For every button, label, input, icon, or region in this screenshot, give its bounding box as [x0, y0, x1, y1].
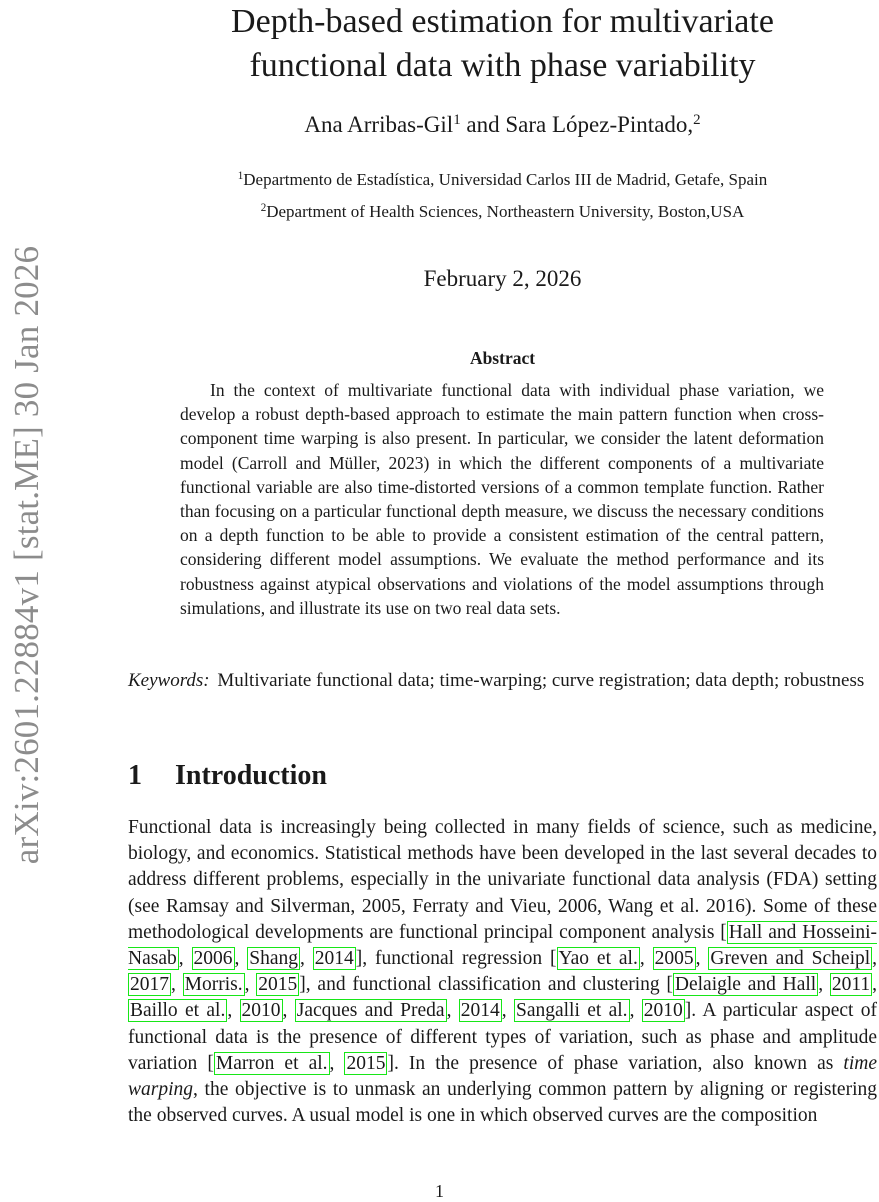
introduction-paragraph — [128, 815, 877, 1129]
section-number: 1 — [128, 760, 142, 791]
keywords — [128, 668, 876, 694]
paper-title — [130, 0, 875, 88]
citation-link[interactable]: Delaigle and Hall — [674, 974, 817, 996]
affiliation-1-text: Departmento de Estadística, Universidad Carlos III de Madrid, Getafe, Spain — [243, 170, 768, 189]
author-1: Ana Arribas-Gil — [304, 112, 454, 137]
citation-link[interactable]: 2010 — [241, 1000, 281, 1022]
citation-link[interactable]: 2010 — [643, 1000, 683, 1022]
intro-text: ], and functional classification and clustering [ — [299, 974, 673, 996]
citation-link[interactable]: 2015 — [258, 974, 298, 996]
intro-text: ]. A particular aspect of functional data is the presence of different types of variation, such as phase and amplitude variation [ — [128, 1000, 878, 1074]
intro-text: Functional data is increasingly being collected in many fields of science, such as medicine, biology, and economics. Statistical methods have been developed in the last several decades to address different problems, especially in the univariate functional data analysis (FDA) setting (see Ramsay and Silverman, 2005, Ferraty and Vieu, 2006, Wang et al. 2016). Some of these methodological developments are functional principal component analysis [ — [128, 817, 877, 943]
author-list — [130, 110, 875, 140]
citation-link[interactable]: 2005 — [654, 948, 694, 970]
intro-text: , the objective is to unmask an underlying common pattern by aligning or registering the observed curves. A usual model is one in which observed curves are the composition — [128, 1079, 877, 1127]
intro-text: , — [818, 974, 830, 996]
intro-text: , — [446, 1000, 459, 1022]
citation-link[interactable]: Sangalli et al. — [515, 1000, 628, 1022]
author-2-affil-mark: 2 — [693, 111, 701, 128]
intro-text: , — [282, 1000, 295, 1022]
citation-link[interactable]: Baillo et al. — [130, 1000, 226, 1022]
arxiv-identifier-stamp — [0, 0, 54, 1200]
title-line-2: functional data with phase variability — [249, 47, 756, 84]
affiliation-2-text: Department of Health Sciences, Northeastern University, Boston,USA — [266, 202, 745, 221]
abstract-heading: Abstract — [469, 348, 536, 368]
abstract-text: In the context of multivariate functional data with individual phase variation, we develop a robust depth-based approach to estimate the main pattern function when cross-component time warping is also present. In particular, we consider the latent deformation model (Carroll and Müller, 2023) in which the different components of a multivariate functional variable are also time-distorted versions of a common template function. Rather than focusing on a particular functional depth measure, we discuss the necessary conditions on a depth function to be able to provide a consistent estimation of the central pattern, considering different model assumptions. We evaluate the method performance and its robustness against atypical observations and violations of the model assumptions through simulations, and illustrate its use on two real data sets. — [180, 380, 824, 618]
intro-text: , — [872, 948, 878, 970]
citation-link[interactable]: Yao et al. — [558, 948, 638, 970]
intro-text: , — [639, 948, 653, 970]
intro-text: , — [227, 1000, 240, 1022]
intro-text: , — [695, 948, 709, 970]
citation-link[interactable]: Morris. — [184, 974, 243, 996]
citation-link[interactable]: 2011 — [831, 974, 871, 996]
intro-text: , — [178, 948, 192, 970]
intro-text: , — [329, 1052, 345, 1074]
intro-text: , — [501, 1000, 514, 1022]
citation-link[interactable]: 2014 — [460, 1000, 500, 1022]
citation-link[interactable]: Greven and Scheipl — [710, 948, 871, 970]
citation-link[interactable]: Shang — [249, 948, 299, 970]
intro-text: ], functional regression [ — [355, 948, 557, 970]
citation-link[interactable]: 2006 — [193, 948, 233, 970]
citation-link[interactable]: 2017 — [130, 974, 169, 996]
affiliation-1 — [130, 168, 875, 192]
keywords-text: Multivariate functional data; time-warping; curve registration; data depth; robustness — [217, 670, 865, 691]
author-1-affil-mark: 1 — [453, 111, 461, 128]
citation-link[interactable]: 2014 — [314, 948, 354, 970]
author-joiner: and — [460, 112, 506, 137]
page-number: 1 — [435, 1181, 444, 1201]
paper-date: February 2, 2026 — [423, 266, 582, 291]
citation-link[interactable]: Jacques and Preda — [296, 1000, 445, 1022]
keywords-label: Keywords: — [128, 670, 210, 691]
intro-text: , — [300, 948, 313, 970]
affiliation-1-mark: 1 — [237, 169, 244, 182]
section-title: Introduction — [175, 760, 327, 791]
title-line-1: Depth-based estimation for multivariate — [231, 3, 774, 40]
affiliation-2 — [130, 200, 875, 224]
intro-text: , — [171, 974, 183, 996]
citation-link[interactable]: Marron et al. — [215, 1052, 328, 1074]
section-heading-introduction — [128, 758, 327, 794]
intro-text: ]. In the presence of phase variation, also known as — [387, 1052, 844, 1074]
intro-text: , — [872, 974, 878, 996]
author-2: Sara López-Pintado, — [505, 112, 694, 137]
citation-link[interactable]: Hall and Hosseini-Nasab — [128, 921, 877, 970]
arxiv-identifier: arXiv:2601.22884v1 [stat.ME] 30 Jan 2026 — [7, 245, 46, 865]
intro-text: , — [629, 1000, 642, 1022]
intro-text: , — [244, 974, 257, 996]
intro-emphasis: time warping — [128, 1052, 877, 1101]
affiliation-2-mark: 2 — [260, 201, 267, 214]
intro-text: , — [234, 948, 248, 970]
citation-link[interactable]: 2015 — [346, 1052, 386, 1074]
